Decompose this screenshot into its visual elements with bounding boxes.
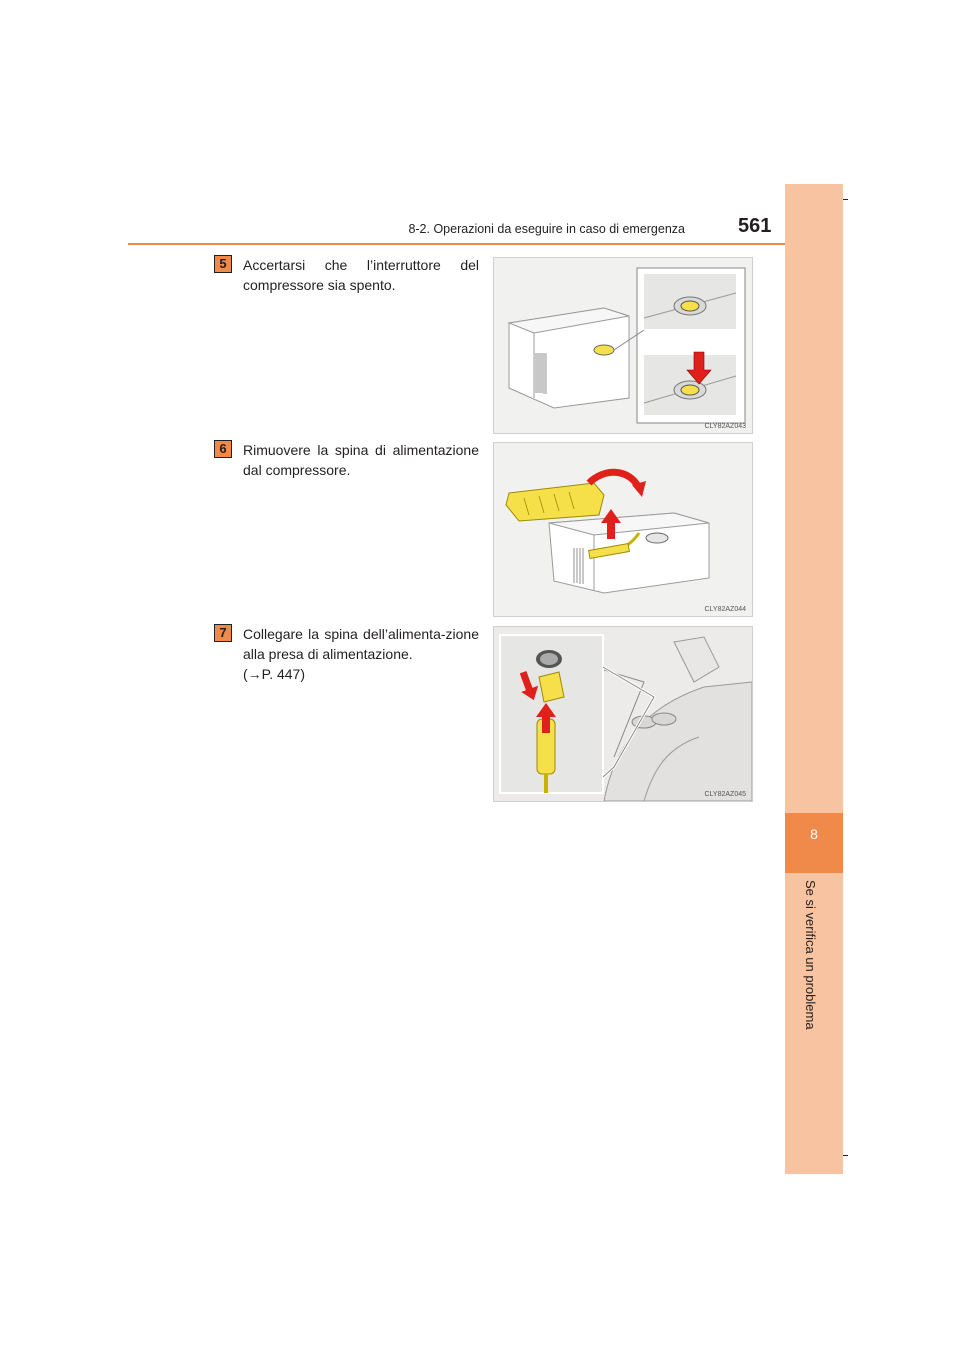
step-7-text <box>243 624 479 684</box>
step-number-6: 6 <box>214 440 232 458</box>
chapter-tab-active[interactable] <box>785 813 843 873</box>
figure-power-outlet <box>493 626 753 802</box>
step-number-7: 7 <box>214 624 232 642</box>
figure-code: CLY82AZ045 <box>704 791 746 798</box>
chapter-number: 8 <box>810 826 818 842</box>
step-number-5: 5 <box>214 255 232 273</box>
figure-compressor-switch <box>493 257 753 434</box>
page-number: 561 <box>738 215 772 237</box>
figure-code: CLY82AZ043 <box>704 423 746 430</box>
figure-power-plug-removal <box>493 442 753 617</box>
page-reference-link[interactable]: (→P. 447) <box>243 666 305 682</box>
chapter-title-text: Se si verifica un problema <box>803 880 818 1030</box>
power-plug-illustration <box>494 443 752 616</box>
step-7-text-content: Collegare la spina dell’alimenta-zione alla presa di alimentazione. <box>243 626 479 662</box>
figure-code: CLY82AZ044 <box>704 606 746 613</box>
power-outlet-illustration <box>494 627 752 801</box>
header-rule <box>128 243 785 245</box>
step-6-text <box>243 440 479 480</box>
compressor-switch-illustration <box>494 258 752 433</box>
section-title: 8-2. Operazioni da eseguire in caso di emergenza <box>408 222 685 236</box>
step-5-text <box>243 255 479 295</box>
chapter-title <box>803 880 825 1030</box>
step-5-text-content: Accertarsi che l’interruttore del compressore sia spento. <box>243 257 479 293</box>
step-6-text-content: Rimuovere la spina di alimentazione dal compressore. <box>243 442 479 478</box>
